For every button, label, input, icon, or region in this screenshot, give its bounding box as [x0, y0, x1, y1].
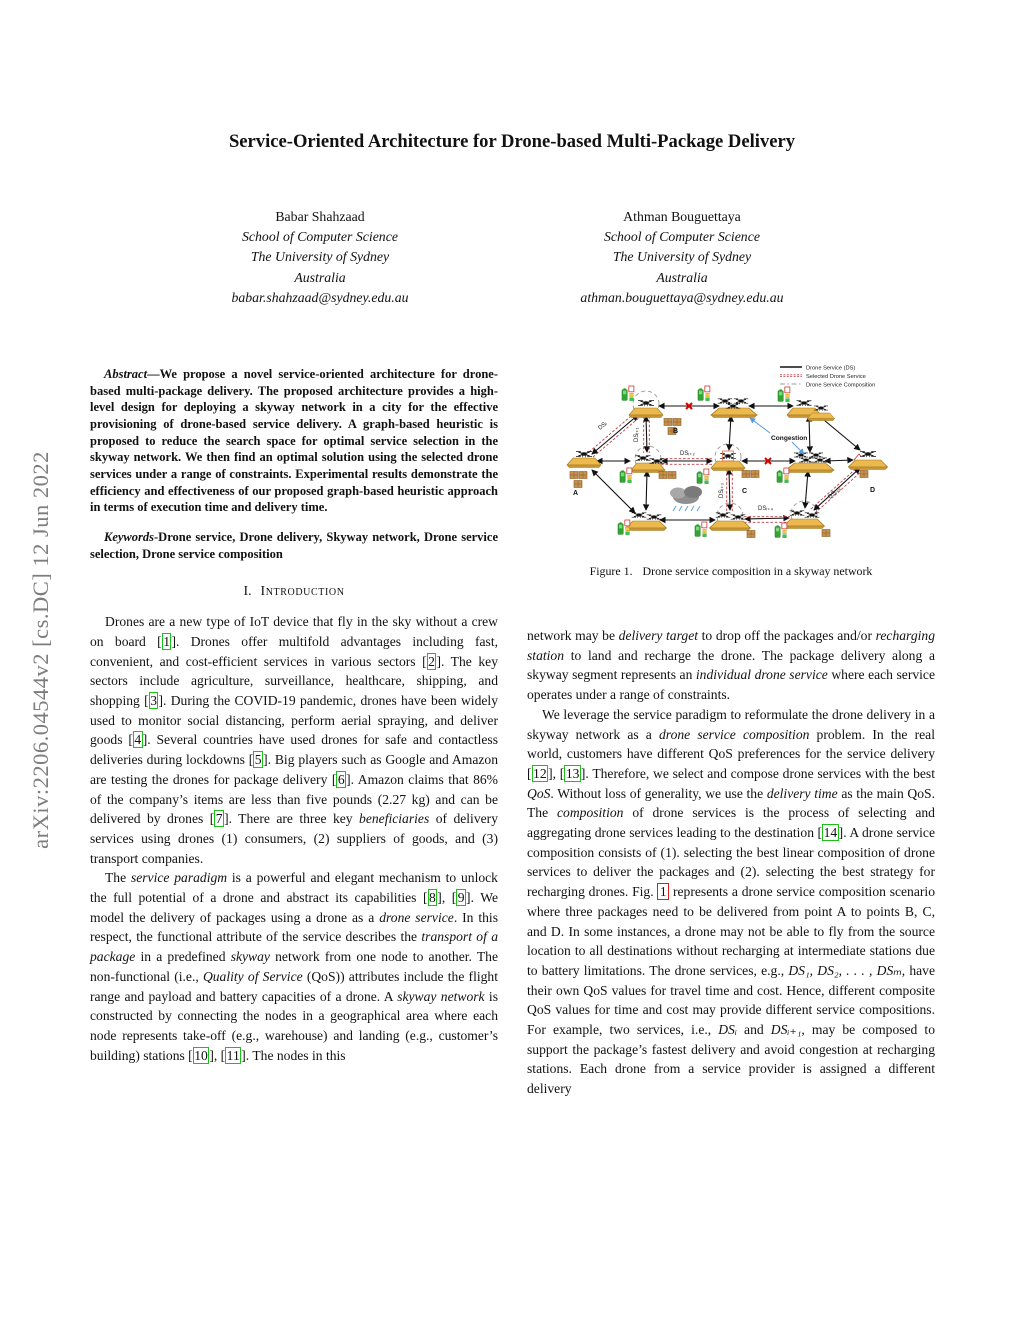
node-label-d: D	[870, 487, 876, 494]
arxiv-watermark: arXiv:2206.04544v2 [cs.DC] 12 Jun 2022	[28, 451, 53, 849]
author-email: babar.shahzaad@sydney.edu.au	[231, 289, 409, 305]
citation-link[interactable]: 2	[428, 653, 435, 669]
left-column	[90, 366, 498, 1065]
node-right-middle-congested	[786, 453, 834, 473]
author-affiliation-line: Australia	[294, 269, 346, 285]
author-block-1	[160, 207, 480, 308]
author-affiliation-line: The University of Sydney	[250, 249, 390, 265]
citation-link[interactable]: 9	[457, 890, 465, 906]
citation-link[interactable]: 11	[226, 1047, 240, 1063]
congestion-label: Congestion	[771, 435, 808, 442]
section-number: I.	[243, 583, 252, 599]
citation-link[interactable]: 3	[150, 693, 157, 709]
ds-label: DSᵢ	[597, 420, 609, 432]
citation-link[interactable]: 4	[134, 732, 142, 748]
node-label-b: B	[673, 428, 679, 435]
node-top-right	[787, 401, 835, 421]
citation-link[interactable]: 10	[194, 1047, 208, 1063]
citation-link[interactable]: 7	[215, 811, 223, 827]
author-affiliation-line: School of Computer Science	[242, 229, 398, 245]
node-middle-left	[631, 456, 676, 479]
body-paragraph: The service paradigm is a powerful and elegant mechanism to unlock the full potential of a drone and abstract its capabilities [ 8 ], [ 9 ]. We model the delivery of packages using a drone as a drone service. In this respect, the functional attribute of the service describes the transport of a package in a predefined skyway network from one node to another. The non-functional (i.e., Quality of Service (QoS)) attributes include the flight range and payload and battery capacities of a drone. A skyway network is constructed by connecting the nodes in a geographical area where each node represents take-off (e.g., warehouse) and landing (e.g., customer’s building) stations [ 10 ], [ 11 ]. The nodes in this	[90, 870, 498, 1063]
citation-link[interactable]: 6	[337, 771, 345, 787]
figure-caption	[527, 564, 935, 579]
author-affiliation-line: Australia	[656, 269, 708, 285]
ds-label: DSᵢ₊₁	[634, 427, 640, 442]
congestion-annotation	[750, 418, 807, 454]
section-title: Introduction	[260, 583, 345, 599]
right-column	[527, 358, 935, 1099]
ds-label: DSᵢ₊₂	[680, 451, 695, 457]
citation-link[interactable]: 5	[254, 752, 262, 768]
figure-caption-text: Drone service composition in a skyway network	[642, 564, 873, 578]
citation-link[interactable]: 13	[565, 765, 580, 781]
node-a	[567, 452, 601, 488]
rain-cloud-icon	[670, 486, 702, 511]
node-bottom-middle	[710, 513, 755, 538]
citation-link[interactable]: 1	[163, 633, 170, 649]
citation-link[interactable]: 12	[533, 765, 547, 781]
drone-nodes	[567, 399, 888, 538]
figure-legend	[780, 366, 875, 389]
node-bottom-left	[626, 513, 667, 531]
node-label-a: A	[573, 490, 579, 497]
author-email: athman.bouguettaya@sydney.edu.au	[580, 289, 784, 305]
node-top-middle-congested	[711, 399, 757, 418]
section-heading-introduction	[90, 583, 498, 599]
citation-link[interactable]: 14	[823, 825, 838, 841]
figure-1	[558, 358, 938, 559]
ds-label: DSᵢ₊₅	[827, 486, 843, 501]
author-affiliation-line: School of Computer Science	[604, 229, 760, 245]
node-c	[711, 451, 759, 478]
ds-label: DSᵢ₊₃	[719, 483, 725, 498]
figure-caption-label: Figure 1.	[589, 564, 633, 578]
body-paragraph: We leverage the service paradigm to reformulate the drone delivery in a skyway network as a drone service composition problem. In the real world, customers have different QoS preferences for the service delivery [ 12 ], [ 13 ]. Therefore, we select and compose drone services with the best QoS. Without loss of generality, we use the delivery time as the main QoS. The composition of drone services is the process of selecting and aggregating drone services leading to the destination [ 14 ]. A drone service composition consists of (1). selecting the best linear composition of drone services to deliver the packages and (2). selecting the best strategy for recharging drones. Fig. 1 represents a drone service composition scenario where three packages need to be delivered from point A to points B, C, and D. In some instances, a drone may not be able to fly from the source location to all destinations without recharging at intermediate stations due to battery limitations. The drone services, e.g., DS₁, DS₂, . . . , DSₘ, have their own QoS values for travel time and cost. Hence, different composite QoS values for time and cost may provide different service compositions. For example, two services, i.e., DSᵢ and DSᵢ₊₁, may be composed to support the package’s fastest delivery and avoid congestion at recharging stations. Each drone from a service provider is assigned a different delivery	[527, 706, 935, 1097]
abstract-paragraph: Abstract—We propose a novel service-oriented architecture for drone-based multi-package delivery. The proposed architecture provides a high-level design for deploying a skyway network in a city for the effective provisioning of drone-based service delivery. A graph-based heuristic is proposed to reduce the search space for optimal service selection in the skyway network. We then find an optimal solution using the selected drone services under a range of constraints. Experimental results demonstrate the efficiency and effectiveness of our proposed graph-based heuristic approach in terms of execution time and delivery time.	[90, 367, 498, 515]
author-name: Babar Shahzaad	[275, 209, 365, 224]
body-paragraph: network may be delivery target to drop off the packages and/or recharging station to land and recharge the drone. The package delivery along a skyway segment represents an individual drone service where each service operates under a range of constraints.	[527, 628, 935, 703]
citation-link[interactable]: 8	[429, 890, 436, 906]
paper-title: Service-Oriented Architecture for Drone-based Multi-Package Delivery	[228, 131, 796, 152]
author-affiliation-line: The University of Sydney	[612, 249, 752, 265]
keywords-paragraph: Keywords-Drone service, Drone delivery, Skyway network, Drone service selection, Drone service composition	[90, 529, 498, 561]
legend-label-drone-service: Drone Service (DS)	[806, 365, 856, 372]
ds-label: DSᵢ₊₄	[758, 506, 773, 512]
author-block-2	[522, 207, 842, 308]
body-paragraph: Drones are a new type of IoT device that fly in the sky without a crew on board [ 1 ]. Drones offer multifold advantages including fast, convenient, and cost-efficient services in various sectors [ 2 ]. The key sectors include agriculture, surveillance, healthcare, shipping, and shopping [ 3 ]. During the COVID-19 pandemic, drones have been widely used to monitor social distancing, perform aerial spraying, and deliver goods [ 4 ]. Several countries have used drones for safe and contactless deliveries during lockdowns [ 5 ]. Big players such as Google and Amazon are testing the drones for package delivery [ 6 ]. Amazon claims that 86% of the company’s items are less than five pounds (2.27 kg) and can be delivered by drones [ 7 ]. There are three key beneficiaries of delivery services using drones (1) consumers, (2) suppliers of goods, and (3) transport companies.	[90, 614, 499, 866]
legend-label-composition: Drone Service Composition	[806, 382, 876, 389]
figure-ref-link[interactable]: 1	[657, 883, 669, 900]
node-label-c: C	[742, 488, 748, 495]
legend-label-selected-service: Selected Drone Service	[806, 374, 866, 380]
skyway-network-diagram	[558, 358, 936, 554]
node-bottom-right	[784, 511, 830, 537]
author-name: Athman Bouguettaya	[623, 209, 741, 224]
